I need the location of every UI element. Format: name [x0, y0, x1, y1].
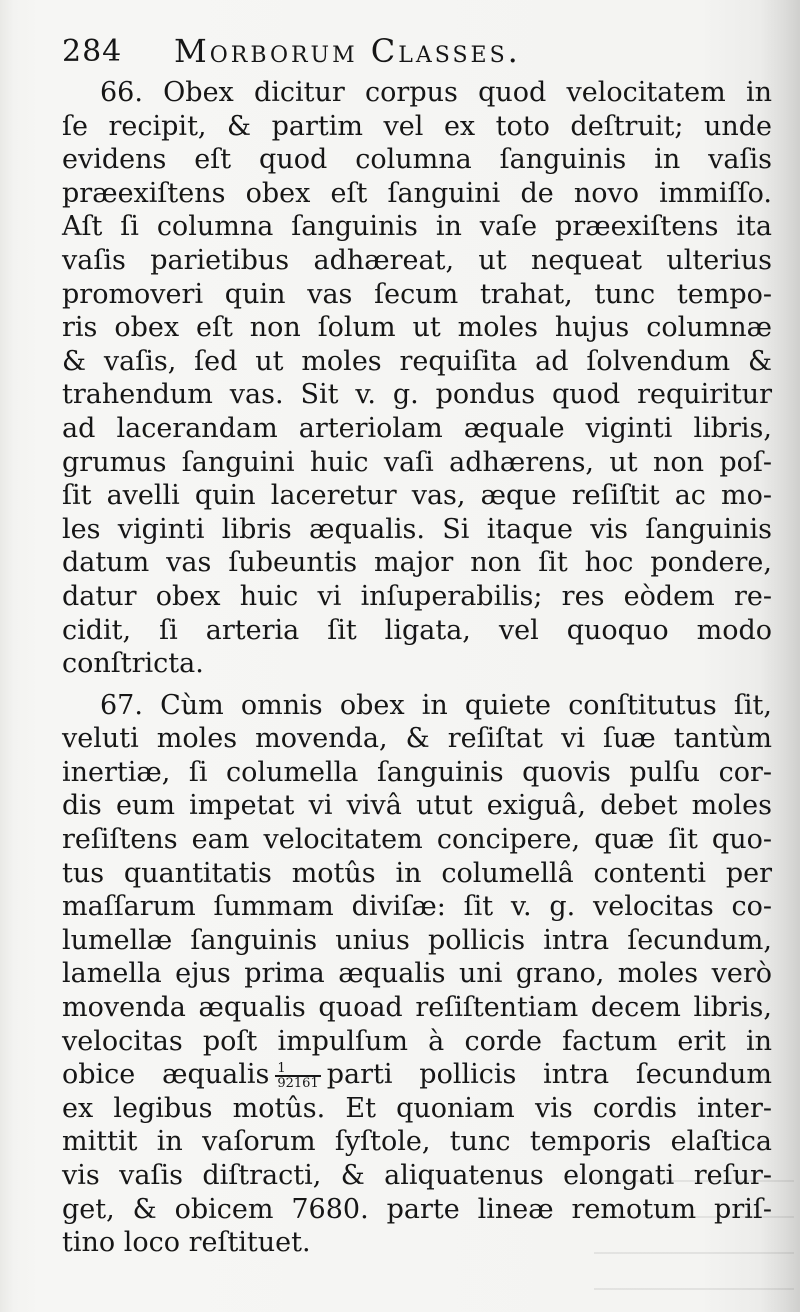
text-line: ex legibus motûs. Et quoniam vis cordis inter-	[62, 1092, 772, 1124]
text-line: datum vas ſubeuntis major non ſit hoc pondere,	[62, 547, 772, 579]
text-line: trahendum vas. Sit v. g. pondus quod requiritur	[62, 379, 772, 411]
text-line: & vaſis, ſed ut moles requiſita ad ſolvendum &	[62, 345, 772, 377]
text-line: conſtricta.	[62, 648, 204, 680]
text-line: ſit avelli quin laceretur vas, æque reſiſtit ac mo-	[62, 480, 772, 512]
text-line: dis eum impetat vi vivâ utut exiguâ, debet moles	[62, 790, 772, 822]
text-line: præexiſtens obex eſt ſanguini de novo immiſſo.	[62, 177, 772, 209]
text-line: inertiæ, ſi columella ſanguinis quovis pulſu cor-	[62, 756, 772, 788]
text-line: veluti moles movenda, & reſiſtat vi ſuæ tantùm	[62, 723, 772, 755]
text-line: promoveri quin vas ſecum trahat, tunc tempo-	[62, 278, 772, 310]
text-line: evidens eſt quod columna ſanguinis in vaſis	[62, 144, 772, 176]
text-line: vis vaſis diſtracti, & aliquatenus elongati reſur-	[62, 1160, 772, 1191]
text-line: lumellæ ſanguinis unius pollicis intra ſecundum,	[62, 924, 772, 956]
text-line: ris obex eſt non ſolum ut moles hujus columnæ	[62, 312, 772, 344]
text-line: get, & obicem 7680. parte lineæ remotum priſ-	[62, 1193, 772, 1225]
paragraph-gap	[62, 681, 772, 689]
fraction-line	[62, 1058, 772, 1092]
text-line: mittit in vaſorum ſyſtole, tunc temporis elaſtica	[62, 1126, 772, 1158]
text-line: velocitas poſt impulſum à corde factum erit in	[62, 1025, 772, 1057]
text-line: tus quantitatis motûs in columellâ contenti per	[62, 857, 772, 889]
text-line: ad lacerandam arteriolam æquale viginti libris,	[62, 412, 772, 444]
text-line: movenda æqualis quoad reſiſtentiam decem libris,	[62, 992, 772, 1024]
text-line: tino loco reſtituet.	[62, 1227, 311, 1259]
text-line: reſiſtens eam velocitatem concipere, quæ ſit quo-	[62, 824, 772, 856]
fraction	[275, 1062, 320, 1090]
fraction-denominator: 92161	[277, 1075, 319, 1091]
body-text	[62, 76, 772, 1260]
paragraph-67	[62, 689, 772, 1260]
paragraph-66	[62, 76, 772, 681]
fraction-line-before: obice æqualis	[62, 1059, 270, 1091]
page-header	[62, 28, 662, 76]
text-line: datur obex huic vi inſuperabilis; res eòdem re-	[62, 580, 772, 612]
text-line: maſſarum ſummam diviſæ: ſit v. g. velocitas co-	[62, 891, 772, 923]
fraction-numerator: 1	[277, 1060, 286, 1076]
fraction-line-after: parti pollicis intra ſecundum	[326, 1059, 772, 1091]
text-line: 67. Cùm omnis obex in quiete conſtitutus ſit,	[100, 689, 772, 721]
running-title: Morborum Classes.	[174, 32, 521, 70]
page-number: 284	[62, 34, 123, 69]
text-line: Aſt ſi columna ſanguinis in vaſe præexiſtens ita	[62, 211, 772, 243]
text-line: ſe recipit, & partim vel ex toto deſtruit; unde	[62, 110, 772, 142]
text-line: les viginti libris æqualis. Si itaque vis ſanguinis	[62, 513, 772, 545]
text-line: vaſis parietibus adhæreat, ut nequeat ulterius	[62, 244, 772, 276]
text-line: cidit, ſi arteria ſit ligata, vel quoquo modo	[62, 614, 772, 646]
text-line: 66. Obex dicitur corpus quod velocitatem in	[100, 77, 772, 108]
text-line: lamella ejus prima æqualis uni grano, moles verò	[62, 958, 772, 990]
text-line: grumus ſanguini huic vaſi adhærens, ut non poſ-	[62, 446, 772, 478]
